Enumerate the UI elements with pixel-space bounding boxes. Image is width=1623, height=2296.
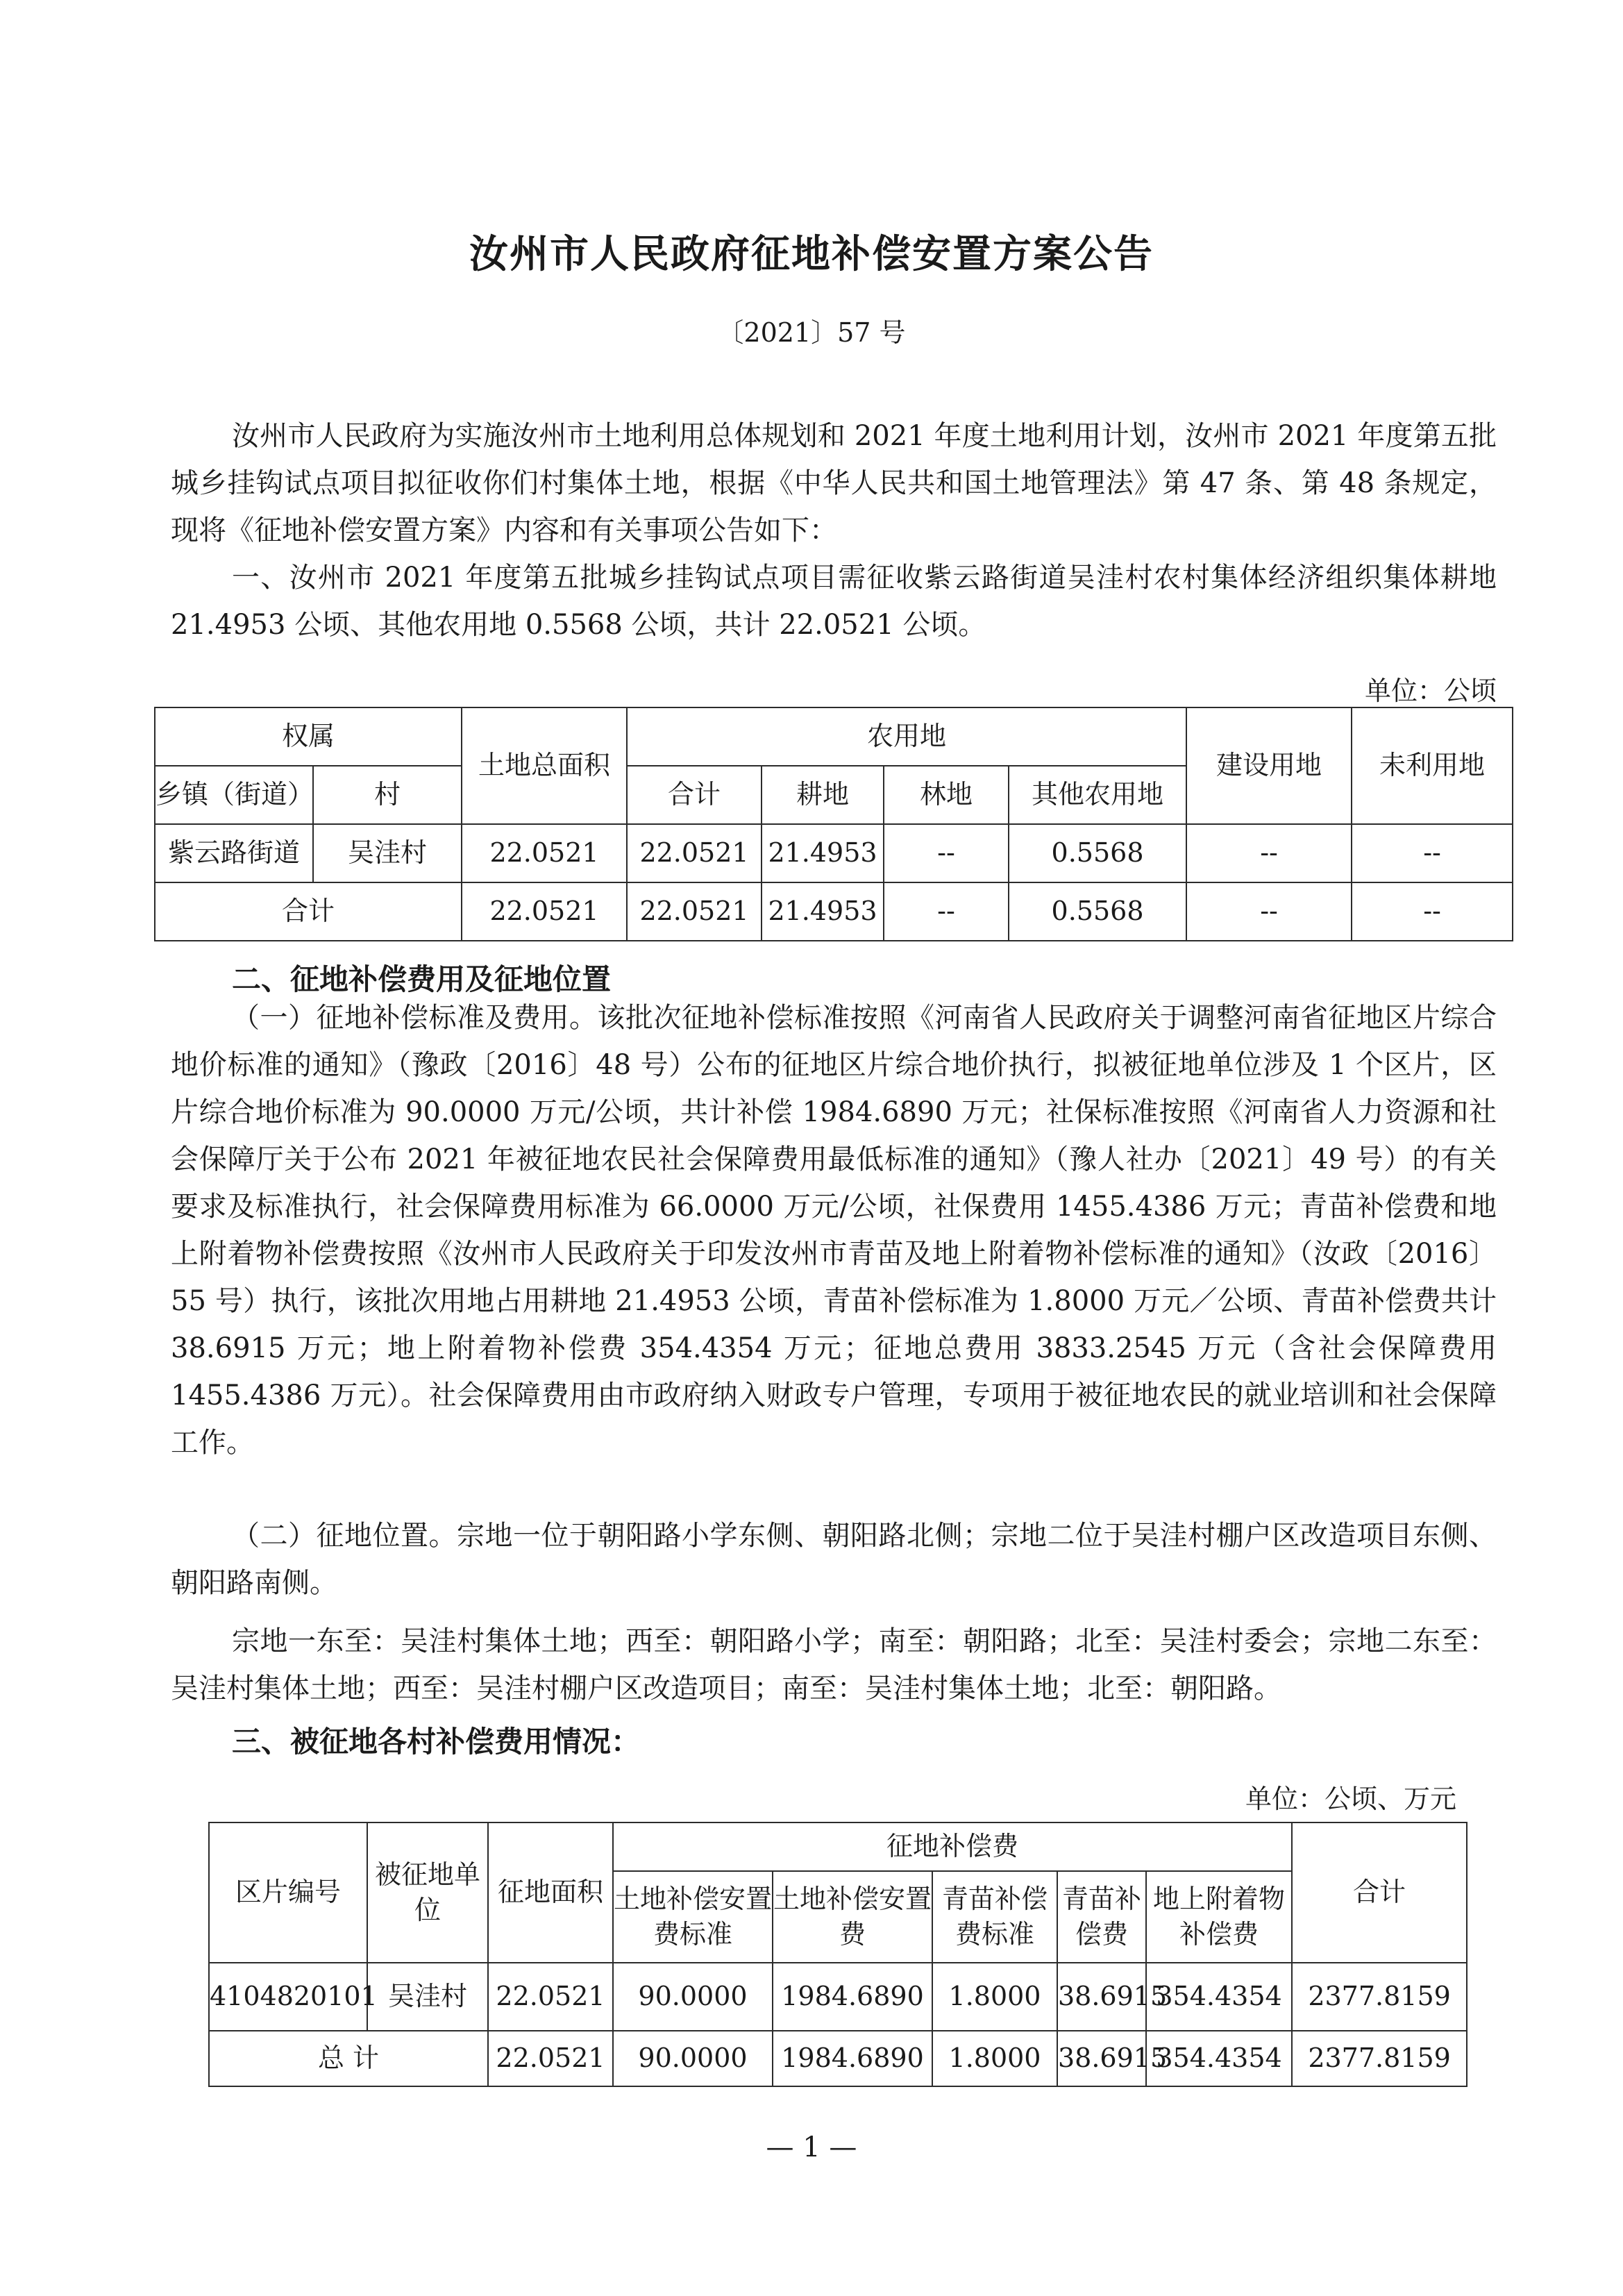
- cell-area: 22.0521: [488, 1963, 613, 2031]
- cell-land-fee: 1984.6890: [773, 1963, 932, 2031]
- header-area: 征地面积: [488, 1822, 613, 1963]
- cell-attach-fee: 354.4354: [1146, 1963, 1292, 2031]
- cell-town: 紫云路街道: [155, 824, 313, 882]
- cell-total-area: 22.0521: [462, 824, 627, 882]
- total-construction: --: [1186, 882, 1352, 941]
- total-total-area: 22.0521: [462, 882, 627, 941]
- total-attach-fee: 354.4354: [1146, 2031, 1292, 2086]
- cell-unit-name: 吴洼村: [367, 1963, 488, 2031]
- total-land-std: 90.0000: [613, 2031, 773, 2086]
- section-3-heading: 三、被征地各村补偿费用情况：: [232, 1725, 641, 1759]
- header-attach-fee: 地上附着物补偿费: [1146, 1871, 1292, 1963]
- header-ownership: 权属: [155, 707, 462, 766]
- header-town: 乡镇（街道）: [155, 766, 313, 824]
- header-arable: 耕地: [762, 766, 884, 824]
- page-number: — 1 —: [766, 2131, 857, 2163]
- header-unit-name: 被征地单位: [367, 1822, 488, 1963]
- header-agricultural: 农用地: [627, 707, 1186, 766]
- header-unused: 未利用地: [1352, 707, 1513, 824]
- cell-unused: --: [1352, 824, 1513, 882]
- section-2-paragraph-1: （一）征地补偿标准及费用。该批次征地补偿标准按照《河南省人民政府关于调整河南省征地区片综合地价标准的通知》（豫政〔2016〕48 号）公布的征地区片综合地价执行，拟被征地单位涉及 1 个区片，区片综合地价标准为 90.0000 万元/公顷，共计补偿 1984.6890 万元；社保标准按照《河南省人力资源和社会保障厅关于公布 2021 年被征地农民社会保障费用最低标准的通知》（豫人社办〔2021〕49 号）的有关要求及标准执行，社会保障费用标准为 66.0000 万元/公顷，社保费用 1455.4386 万元；青苗补偿费和地上附着物补偿费按照《汝州市人民政府关于印发汝州市青苗及地上附着物补偿标准的通知》（汝政〔2016〕55 号）执行，该批次用地占用耕地 21.4953 公顷，青苗补偿标准为 1.8000 万元／公顷、青苗补偿费共计 38.6915 万元；地上附着物补偿费 354.4354 万元；征地总费用 3833.2545 万元（含社会保障费用 1455.4386 万元）。社会保障费用由市政府纳入财政专户管理，专项用于被征地农民的就业培训和社会保障工作。: [171, 1002, 1497, 1459]
- cell-land-std: 90.0000: [613, 1963, 773, 2031]
- intro-paragraph: 汝州市人民政府为实施汝州市土地利用总体规划和 2021 年度土地利用计划，汝州市 2021 年度第五批城乡挂钩试点项目拟征收你们村集体土地，根据《中华人民共和国土地管理法》第 47 条、第 48 条规定，现将《征地补偿安置方案》内容和有关事项公告如下：: [171, 420, 1497, 546]
- cell-crop-fee: 38.6915: [1057, 1963, 1146, 2031]
- total-crop-std: 1.8000: [932, 2031, 1057, 2086]
- header-crop-std: 青苗补偿费标准: [932, 1871, 1057, 1963]
- header-other-agri: 其他农用地: [1009, 766, 1186, 824]
- total-crop-fee: 38.6915: [1057, 2031, 1146, 2086]
- header-comp-group: 征地补偿费: [613, 1822, 1292, 1871]
- document-number: 〔2021〕57 号: [717, 317, 906, 348]
- cell-subtotal: 22.0521: [627, 824, 762, 882]
- header-zone-code: 区片编号: [209, 1822, 367, 1963]
- header-land-fee: 土地补偿安置费: [773, 1871, 932, 1963]
- table2-unit: 单位：公顷、万元: [1245, 1784, 1456, 1814]
- table-total-row: [209, 2031, 1467, 2086]
- section-2-heading: 二、征地补偿费用及征地位置: [232, 962, 612, 996]
- total-label: 总 计: [209, 2031, 488, 2086]
- section-2-paragraph-2: （二）征地位置。宗地一位于朝阳路小学东侧、朝阳路北侧；宗地二位于吴洼村棚户区改造项目东侧、朝阳路南侧。: [171, 1520, 1497, 1599]
- table-row: [209, 1963, 1467, 2031]
- header-crop-fee: 青苗补偿费: [1057, 1871, 1146, 1963]
- total-land-fee: 1984.6890: [773, 2031, 932, 2086]
- section-2-paragraph-3: 宗地一东至：吴洼村集体土地；西至：朝阳路小学；南至：朝阳路；北至：吴洼村委会；宗地二东至：吴洼村集体土地；西至：吴洼村棚户区改造项目；南至：吴洼村集体土地；北至：朝阳路。: [171, 1625, 1497, 1704]
- header-land-std: 土地补偿安置费标准: [613, 1871, 773, 1963]
- total-subtotal: 22.0521: [627, 882, 762, 941]
- header-construction: 建设用地: [1186, 707, 1352, 824]
- table-row: [155, 824, 1513, 882]
- cell-arable: 21.4953: [762, 824, 884, 882]
- header-total-area: 土地总面积: [462, 707, 627, 824]
- total-other-agri: 0.5568: [1009, 882, 1186, 941]
- cell-total: 2377.8159: [1292, 1963, 1467, 2031]
- table-total-row: [155, 882, 1513, 941]
- header-subtotal: 合计: [627, 766, 762, 824]
- header-total: 合计: [1292, 1822, 1467, 1963]
- total-arable: 21.4953: [762, 882, 884, 941]
- total-area: 22.0521: [488, 2031, 613, 2086]
- total-unused: --: [1352, 882, 1513, 941]
- compensation-table: [208, 1822, 1468, 2087]
- land-area-table: [154, 707, 1513, 941]
- cell-village: 吴洼村: [313, 824, 462, 882]
- cell-construction: --: [1186, 824, 1352, 882]
- header-village: 村: [313, 766, 462, 824]
- total-label: 合计: [155, 882, 462, 941]
- cell-forest: --: [884, 824, 1009, 882]
- total-forest: --: [884, 882, 1009, 941]
- cell-zone-code: 4104820101: [209, 1963, 367, 2031]
- section-1-paragraph: 一、汝州市 2021 年度第五批城乡挂钩试点项目需征收紫云路街道吴洼村农村集体经济组织集体耕地 21.4953 公顷、其他农用地 0.5568 公顷，共计 22.0521 公顷。: [171, 562, 1497, 641]
- cell-crop-std: 1.8000: [932, 1963, 1057, 2031]
- document-title: 汝州市人民政府征地补偿安置方案公告: [469, 232, 1154, 277]
- total-total: 2377.8159: [1292, 2031, 1467, 2086]
- table1-unit: 单位：公顷: [1364, 676, 1497, 706]
- cell-other-agri: 0.5568: [1009, 824, 1186, 882]
- header-forest: 林地: [884, 766, 1009, 824]
